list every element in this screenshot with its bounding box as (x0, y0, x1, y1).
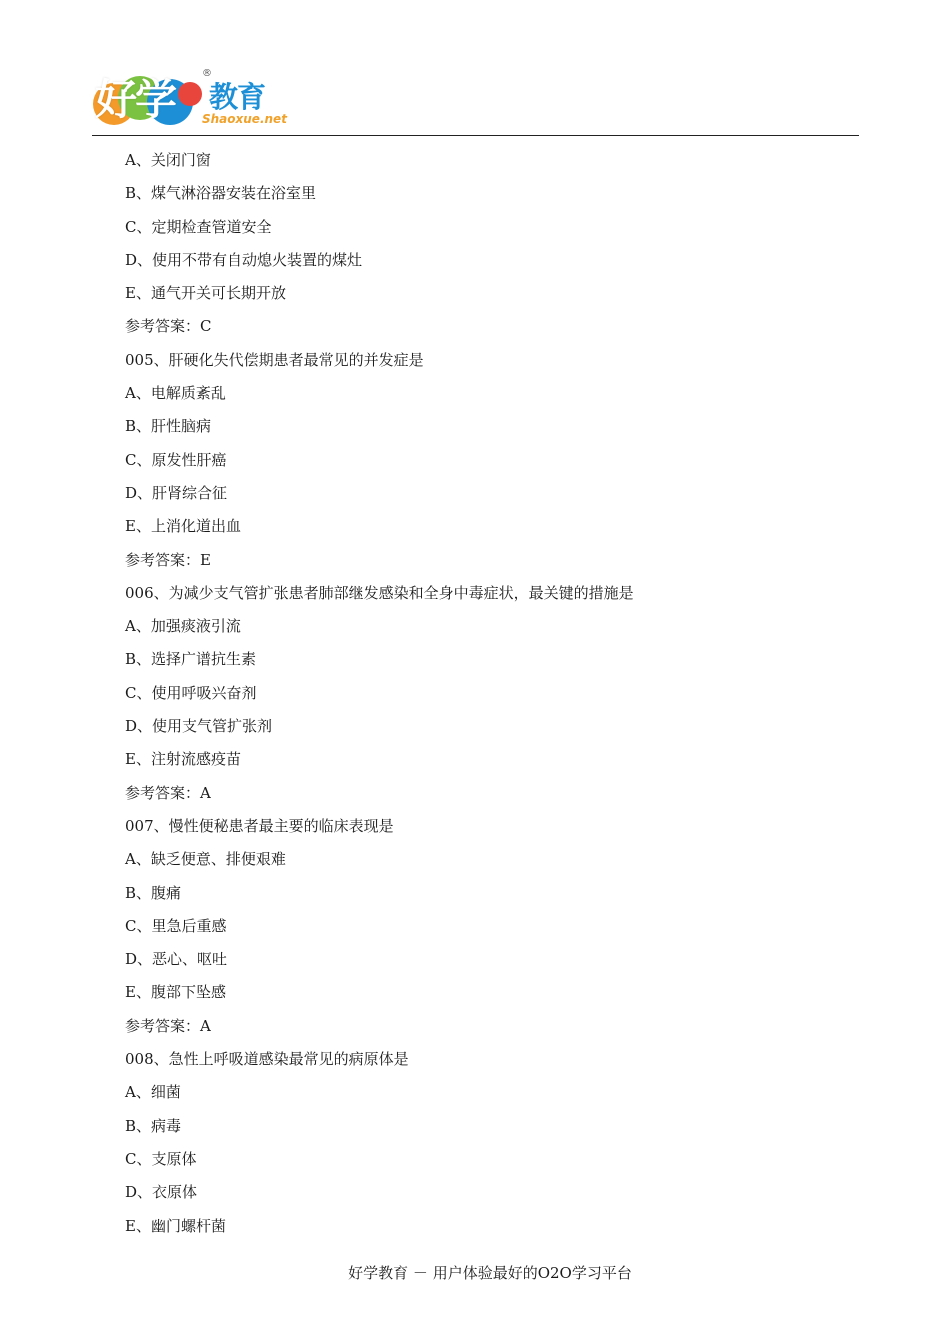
option-line: A、细菌 (125, 1083, 181, 1102)
option-line: E、腹部下坠感 (125, 983, 226, 1002)
page-header (0, 0, 950, 140)
answer-line: 参考答案：A (125, 783, 211, 802)
answer-line: 参考答案：A (125, 1016, 211, 1035)
question-line: 008、急性上呼吸道感染最常见的病原体是 (125, 1050, 409, 1069)
header-divider (92, 135, 859, 136)
option-line: B、腹痛 (125, 883, 182, 902)
question-line: 007、慢性便秘患者最主要的临床表现是 (125, 816, 394, 835)
option-line: E、幽门螺杆菌 (125, 1216, 226, 1235)
option-line: C、定期检查管道安全 (125, 217, 272, 236)
question-line: 006、为减少支气管扩张患者肺部继发感染和全身中毒症状，最关键的措施是 (125, 583, 634, 602)
option-line: A、加强痰液引流 (125, 617, 241, 636)
option-line: E、通气开关可长期开放 (125, 284, 286, 303)
option-line: A、关闭门窗 (125, 151, 211, 169)
logo (92, 68, 287, 134)
option-line: D、肝肾综合征 (125, 483, 228, 502)
option-line: C、使用呼吸兴奋剂 (125, 683, 257, 702)
logo-url: Shaoxue.net (202, 112, 287, 126)
option-line: B、肝性脑病 (125, 417, 212, 436)
page-footer: 好学教育 － 用户体验最好的O2O学习平台 (348, 1264, 632, 1282)
option-line: B、煤气淋浴器安装在浴室里 (125, 184, 317, 203)
option-line: B、选择广谱抗生素 (125, 650, 257, 669)
option-line: C、里急后重感 (125, 916, 227, 935)
option-line: D、使用支气管扩张剂 (125, 717, 273, 736)
option-line: A、电解质紊乱 (125, 384, 226, 403)
answer-line: 参考答案：E (125, 550, 211, 569)
option-line: A、缺乏便意、排便艰难 (125, 850, 286, 869)
question-content (125, 147, 845, 1246)
logo-registered-mark: ® (202, 68, 212, 79)
answer-line: 参考答案：C (125, 317, 212, 336)
logo-main-text: 好学 (95, 75, 176, 124)
option-line: E、上消化道出血 (125, 517, 241, 536)
option-line: D、使用不带有自动熄火装置的煤灶 (125, 250, 363, 269)
option-line: E、注射流感疫苗 (125, 750, 241, 769)
option-line: C、支原体 (125, 1149, 197, 1168)
logo-sub-text: 教育 (209, 80, 266, 114)
option-line: D、衣原体 (125, 1183, 198, 1202)
question-line: 005、肝硬化失代偿期患者最常见的并发症是 (125, 350, 424, 369)
option-line: C、原发性肝癌 (125, 450, 227, 469)
option-line: B、病毒 (125, 1116, 182, 1135)
option-line: D、恶心、呕吐 (125, 950, 228, 969)
